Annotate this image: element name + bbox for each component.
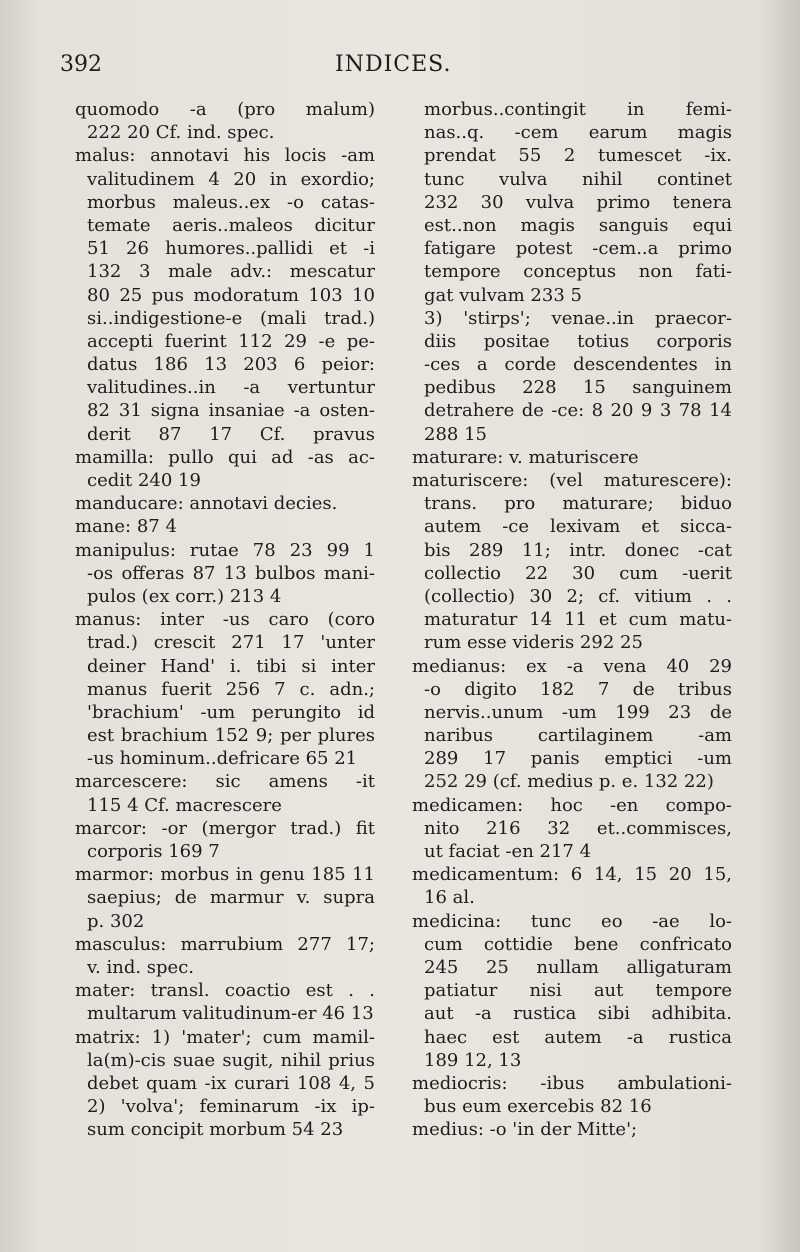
index-line: medicina: tunc eo -ae lo-	[412, 910, 732, 932]
index-line: medius: -o 'in der Mitte';	[412, 1119, 638, 1141]
index-line: nervis..unum -um 199 23 de	[424, 701, 732, 723]
index-line: mediocris: -ibus ambulationi-	[412, 1072, 732, 1094]
index-line: haec est autem -a rustica	[424, 1026, 732, 1048]
index-line: 289 17 panis emptici -um	[424, 748, 732, 770]
index-line: 2) 'volva'; feminarum -ix ip-	[87, 1096, 375, 1118]
index-line: nito 216 32 et..commisces,	[424, 817, 732, 839]
right-column	[412, 98, 732, 1141]
index-line: malus: annotavi his locis -am	[75, 145, 375, 167]
index-line: pedibus 228 15 sanguinem	[424, 377, 732, 399]
index-line: valitudinem 4 20 in exordio;	[87, 168, 375, 190]
index-line: 'brachium' -um perungito id	[87, 701, 375, 723]
index-line: morbus..contingit in femi-	[424, 99, 732, 120]
index-line: medicamen: hoc -en compo-	[412, 794, 732, 816]
index-line: v. ind. spec.	[87, 956, 195, 978]
index-line: derit 87 17 Cf. pravus	[87, 423, 375, 445]
index-line: -o digito 182 7 de tribus	[424, 678, 732, 700]
index-line: temate aeris..maleos dicitur	[87, 214, 375, 236]
index-line: multarum valitudinum-er 46 13	[87, 1003, 374, 1025]
index-line: 222 20 Cf. ind. spec.	[87, 122, 275, 144]
index-line: rum esse videris 292 25	[424, 632, 643, 654]
index-line: maturare: v. maturiscere	[412, 446, 639, 468]
index-line: 132 3 male adv.: mescatur	[87, 261, 375, 283]
index-line: trad.) crescit 271 17 'unter	[87, 632, 375, 654]
index-line: deiner Hand' i. tibi si inter	[87, 655, 375, 677]
index-line: medicamentum: 6 14, 15 20 15,	[412, 864, 732, 886]
index-line: si..indigestione-e (mali trad.)	[87, 307, 375, 329]
index-line: marcescere: sic amens -it	[75, 771, 375, 793]
index-line: bus eum exercebis 82 16	[424, 1096, 652, 1118]
index-line: valitudines..in -a vertuntur	[87, 377, 375, 399]
index-line: medianus: ex -a vena 40 29	[412, 655, 732, 677]
index-line: 3) 'stirps'; venae..in praecor-	[424, 307, 732, 329]
index-line: autem -ce lexivam et sicca-	[424, 516, 732, 538]
index-line: 189 12, 13	[424, 1049, 522, 1071]
index-line: manus fuerit 256 7 c. adn.;	[87, 678, 375, 700]
index-line: masculus: marrubium 277 17;	[75, 933, 375, 955]
index-line: cedit 240 19	[87, 470, 201, 491]
index-line: fatigare potest -cem..a primo	[424, 238, 732, 260]
index-line: quomodo -a (pro malum)	[75, 99, 375, 120]
index-line: 288 15	[424, 423, 487, 445]
index-line: 16 al.	[424, 887, 475, 909]
index-line: diis positae totius corporis	[424, 330, 732, 352]
index-line: mane: 87 4	[75, 516, 177, 538]
index-line: -us hominum..defricare 65 21	[87, 748, 358, 770]
index-line: 232 30 vulva primo tenera	[424, 191, 732, 213]
page-header	[60, 52, 740, 88]
index-line: naribus cartilaginem -am	[424, 725, 732, 747]
index-line: ut faciat -en 217 4	[424, 841, 592, 862]
index-line: accepti fuerint 112 29 -e pe-	[87, 330, 375, 352]
index-line: datus 186 13 203 6 peior:	[87, 354, 375, 376]
index-line: mater: transl. coactio est . .	[75, 980, 375, 1002]
index-line: 82 31 signa insaniae -a osten-	[87, 400, 375, 422]
index-line: tunc vulva nihil continet	[424, 168, 732, 190]
index-line: nas..q. -cem earum magis	[424, 122, 732, 144]
index-line: maturatur 14 11 et cum matu-	[424, 609, 732, 631]
index-line: morbus maleus..ex -o catas-	[87, 191, 375, 213]
index-line: est..non magis sanguis equi	[424, 214, 732, 236]
index-line: est brachium 152 9; per plures	[87, 725, 375, 747]
index-line: manus: inter -us caro (coro	[75, 609, 375, 631]
index-line: debet quam -ix curari 108 4, 5	[87, 1072, 375, 1094]
index-line: marcor: -or (mergor trad.) fit	[75, 817, 375, 839]
index-line: trans. pro maturare; biduo	[424, 493, 732, 515]
index-line: sum concipit morbum 54 23	[87, 1119, 344, 1141]
page-number: 392	[60, 52, 102, 77]
index-line: prendat 55 2 tumescet -ix.	[424, 145, 732, 167]
index-line: la(m)-cis suae sugit, nihil prius	[87, 1049, 375, 1071]
index-line: patiatur nisi aut tempore	[424, 980, 732, 1002]
index-line: (collectio) 30 2; cf. vitium . .	[424, 585, 732, 607]
index-line: collectio 22 30 cum -uerit	[424, 562, 732, 584]
index-line: bis 289 11; intr. donec -cat	[424, 539, 732, 561]
index-line: corporis 169 7	[87, 841, 220, 862]
index-line: detrahere de -ce: 8 20 9 3 78 14	[424, 400, 732, 422]
index-line: matrix: 1) 'mater'; cum mamil-	[75, 1026, 375, 1048]
index-line: -os offeras 87 13 bulbos mani-	[87, 562, 375, 584]
index-line: saepius; de marmur v. supra	[87, 887, 375, 909]
index-line: mamilla: pullo qui ad -as ac-	[75, 446, 375, 468]
running-head: INDICES.	[335, 52, 452, 77]
index-line: pulos (ex corr.) 213 4	[87, 585, 282, 607]
index-line: tempore conceptus non fati-	[424, 261, 732, 283]
index-line: 245 25 nullam alligaturam	[424, 956, 732, 978]
index-line: manducare: annotavi decies.	[75, 493, 338, 515]
left-column	[75, 98, 375, 1141]
index-line: -ces a corde descendentes in	[424, 354, 732, 376]
index-line: cum cottidie bene confricato	[424, 933, 732, 955]
index-line: gat vulvam 233 5	[424, 284, 582, 306]
index-line: 115 4 Cf. macrescere	[87, 794, 282, 816]
index-line: manipulus: rutae 78 23 99 1	[75, 539, 375, 561]
index-line: 252 29 (cf. medius p. e. 132 22)	[424, 771, 714, 793]
index-line: 80 25 pus modoratum 103 10	[87, 284, 375, 306]
index-line: maturiscere: (vel maturescere):	[412, 470, 732, 491]
index-line: marmor: morbus in genu 185 11	[75, 864, 375, 886]
index-line: 51 26 humores..pallidi et -i	[87, 238, 375, 260]
index-line: p. 302	[87, 910, 145, 932]
index-line: aut -a rustica sibi adhibita.	[424, 1003, 732, 1025]
